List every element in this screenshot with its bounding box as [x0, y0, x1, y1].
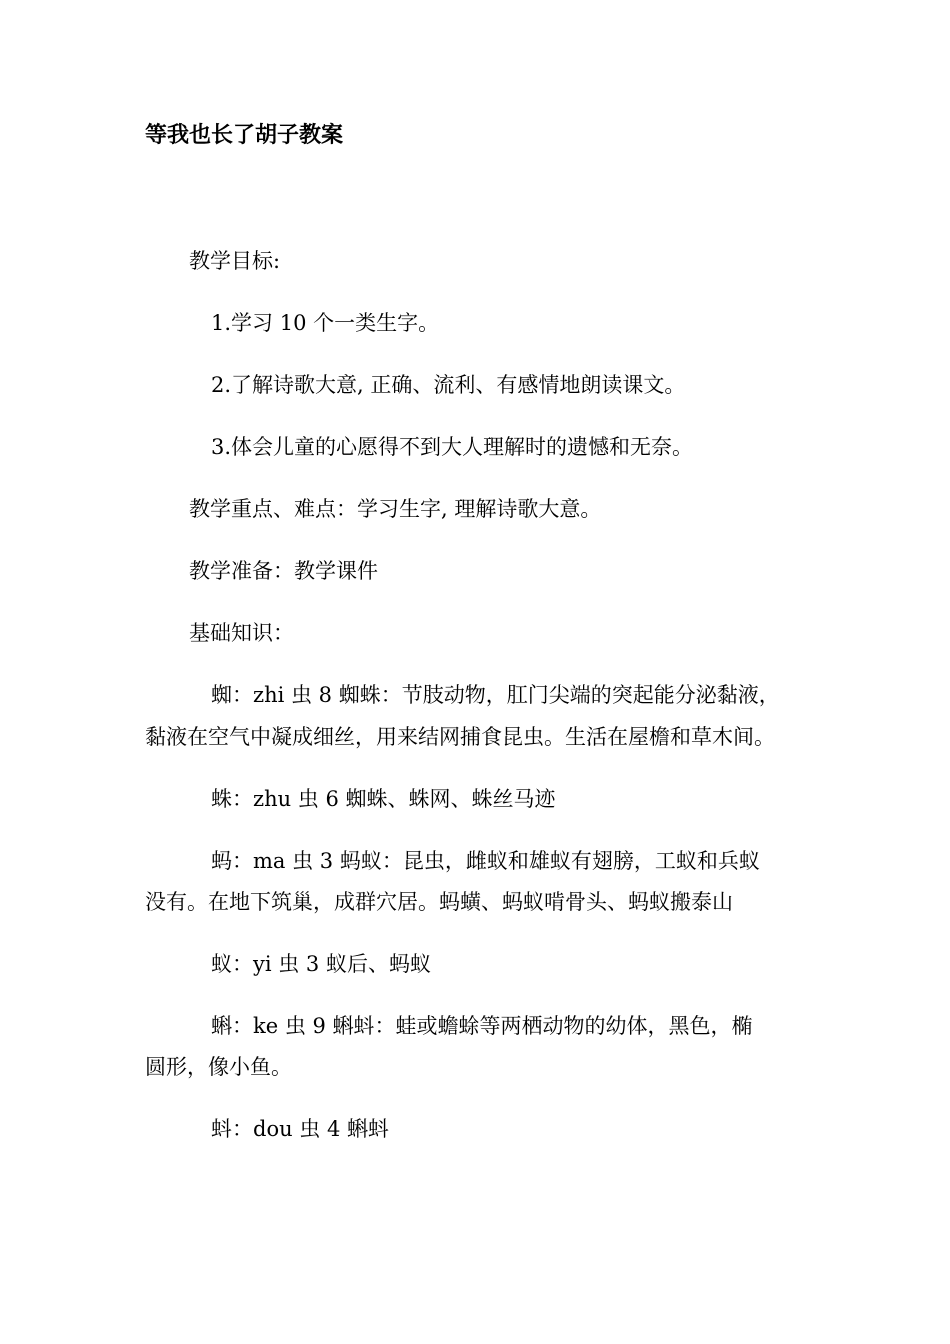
- entry-ke-line-1: 蝌：ke 虫 9 蝌蚪：蛙或蟾蜍等两栖动物的幼体，黑色，椭: [211, 1014, 753, 1038]
- document-title: 等我也长了胡子教案: [145, 123, 344, 148]
- entry-zhi-line-2: 黏液在空气中凝成细丝，用来结网捕食昆虫。生活在屋檐和草木间。: [145, 725, 775, 749]
- entry-zhu: 蛛：zhu 虫 6 蜘蛛、蛛网、蛛丝马迹: [211, 787, 556, 811]
- entry-ma-line-2: 没有。在地下筑巢，成群穴居。蚂蟥、蚂蚁啃骨头、蚂蚁搬泰山: [145, 890, 733, 914]
- entry-zhi-line-1: 蜘：zhi 虫 8 蜘蛛：节肢动物，肛门尖端的突起能分泌黏液，: [211, 683, 780, 707]
- entry-ma-line-1: 蚂：ma 虫 3 蚂蚁：昆虫，雌蚁和雄蚁有翅膀，工蚁和兵蚁: [211, 849, 760, 873]
- key-points: 教学重点、难点：学习生字, 理解诗歌大意。: [189, 497, 602, 521]
- entry-ke-line-2: 圆形，像小鱼。: [145, 1055, 292, 1079]
- goal-item-2: 2.了解诗歌大意, 正确、流利、有感情地朗读课文。: [211, 373, 686, 397]
- goals-heading: 教学目标:: [189, 249, 281, 273]
- goal-item-1: 1.学习 10 个一类生字。: [211, 311, 440, 335]
- goal-item-3: 3.体会儿童的心愿得不到大人理解时的遗憾和无奈。: [211, 435, 694, 459]
- basics-heading: 基础知识：: [189, 621, 294, 645]
- preparation: 教学准备：教学课件: [189, 559, 378, 583]
- entry-dou: 蚪：dou 虫 4 蝌蚪: [211, 1117, 389, 1141]
- entry-yi: 蚁：yi 虫 3 蚁后、蚂蚁: [211, 952, 431, 976]
